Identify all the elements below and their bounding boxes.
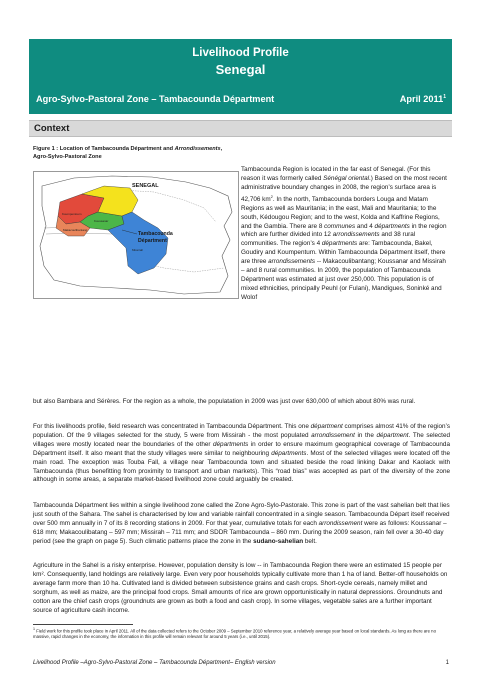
header-banner — [29, 39, 452, 114]
zone-title: Agro-Sylvo-Pastoral Zone – Tambacounda Départment — [36, 94, 275, 104]
paragraph-1-column: Tambacounda Region is located in the far east of Senegal. (For this reason it was formerly called Sénégal oriental.) Based on the most recent administrative boundary changes in 2008, the region’s surface area is 42,706 $km^2$. In the north, Tambacounda borders Louga and Matam Regions as well as Mauritania; in the east, Mali and Mauritania; to the south, Kédougou Region; and to the west, Kolda and Kaffrine Regions, and the Gambia. There are 8 communes and 4 départments in the region which are further divided into 12 arrondissements and 38 rural communities. The region’s 4 départments are: Tambacounda, Bakel, Goudiry and Koumpentum. Within Tambacounda Départment itself, there are three arrondissements -- Makacoulibantang; Koussanar and Missirah – and 8 rural communities. In 2009, the population of Tambacounda Départment was estimated at just over 250,000. This population is of mixed ethnicities, principally Peuhl (or Fulani), Mandigues, Soninké and Wolof — [241, 166, 447, 301]
section-heading-bar — [29, 120, 452, 137]
map-label-tambacounda — [138, 231, 173, 244]
country-title: Senegal — [215, 62, 266, 77]
section-title: Context — [34, 123, 70, 134]
date-footnote-mark: 1 — [443, 94, 446, 100]
map-label-koussanar: Koussanar — [94, 219, 109, 223]
profile-title: Livelihood Profile — [192, 47, 289, 59]
footnote-rule — [33, 624, 133, 625]
map-label-missirah: Missirah — [132, 248, 144, 252]
map-label-tam-line1: Tambacounda — [138, 231, 173, 237]
date-text: April 2011 — [399, 94, 444, 105]
map-label-koumpentoum: Koumpentoum — [62, 212, 82, 216]
map-label-tam-line2: Départment — [138, 237, 167, 244]
map-label-senegal: SENEGAL — [132, 183, 159, 189]
footer-text: Livelihood Profile –Agro-Sylvo-Pastoral Zone – Tambacounda Départment– English version — [33, 660, 276, 666]
paragraph-3: Tambacounda Départment lies within a single livelihood zone called the Zone Agro-Sylo-Pastorale. This zone is part of the vast sahelian belt that lies just south of the Sahara. The sahel is characterised by low and variable rainfall concentrated in a single season. Tambacounda Départ itself received over 500 mm annually in 7 of its 8 recording stations in 2009. For that year, cumulative totals for each arrondissement were as follows: Koussanar – 618 mm; Makacoulibatang – 597 mm; Missirah – 711 mm; and SDDR Tambacounda – 860 mm. During the 2009 season, rain fell over a 30-40 day period (see the graph on page 5). Such climatic patterns place the zone in the sudano-sahelian belt. — [33, 502, 450, 545]
footnote — [33, 627, 449, 640]
caption-suffix: , Agro-Sylvo-Pastoral Zone — [33, 146, 223, 160]
paragraph-2: For this livelihoods profile, field research was concentrated in Tambacounda Départment. This one départment comprises almost 41% of the region’s population. Of the 9 villages selected for the study, 5 were from Missirah - the most populated arrondissement in the départment. The selected villages were mostly located near the boundaries of the other départments in order to ensure maximum geographical coverage of Tambacounda Départment itself. It also meant that the study villages were similar to neighbouring départments. Most of the selected villages were located off the main road. The exception was Touba Fall, a village near Tambacounda town and situated beside the road linking Dakar and Kaolack with Tambacounda (thus benefitting from proximity to transport and urban markets). This “road bias” was accepted as part of the diversity of the zone although in some areas, a separate market-based livelihood zone could arguably be created. — [33, 423, 450, 484]
footnote-mark: 1 — [33, 627, 35, 631]
paragraph-1-continued: but also Bambara and Sérères. For the region as a whole, the populatation in 2009 was just over 630,000 of which about 80% was rural. — [33, 398, 416, 405]
page-footer — [33, 660, 449, 666]
map-drawing — [34, 172, 238, 298]
map-label-makacoulibantang: Makacoulibantang — [63, 228, 88, 232]
location-map — [33, 171, 239, 299]
footnote-text: Field work for this profile took place in April 2011. All of the data collected refers to the October 2009 – September 2010 reference year, a relatively average year based on local standards. As long as there are no massive, rapid changes in the economy, the information in this profile will remain relevant for around 5 years (i.e., until 2015). — [33, 628, 436, 640]
page-number: 1 — [445, 660, 449, 666]
caption-prefix: Figure 1 : Location of Tambacounda Départment and — [33, 146, 175, 152]
figure-caption — [33, 146, 233, 161]
caption-italic: Arrondissements — [174, 146, 221, 152]
profile-date — [400, 94, 446, 104]
paragraph-4: Agriculture in the Sahel is a risky enterprise. However, population density is low -- in Tambacounda Region there were an estimated 15 people per km². Consequently, land holdings are relatively large. Even very poor households typically cultivate more than 1 ha of land. Better-off households on average farm more than 10 ha. Cultivated land is divided between subsistence grains and cash crops. Short-cycle cereals, namely millet and sorghum, as well as maize, are the principal food crops. Small amounts of rice are grown opportunistically in natural depressions. Groundnuts and cotton are the chief cash crops (groundnuts are grown as both a food and cash crop). In some villages, vegetable sales are a further important source of agriculture cash income. — [33, 562, 448, 614]
